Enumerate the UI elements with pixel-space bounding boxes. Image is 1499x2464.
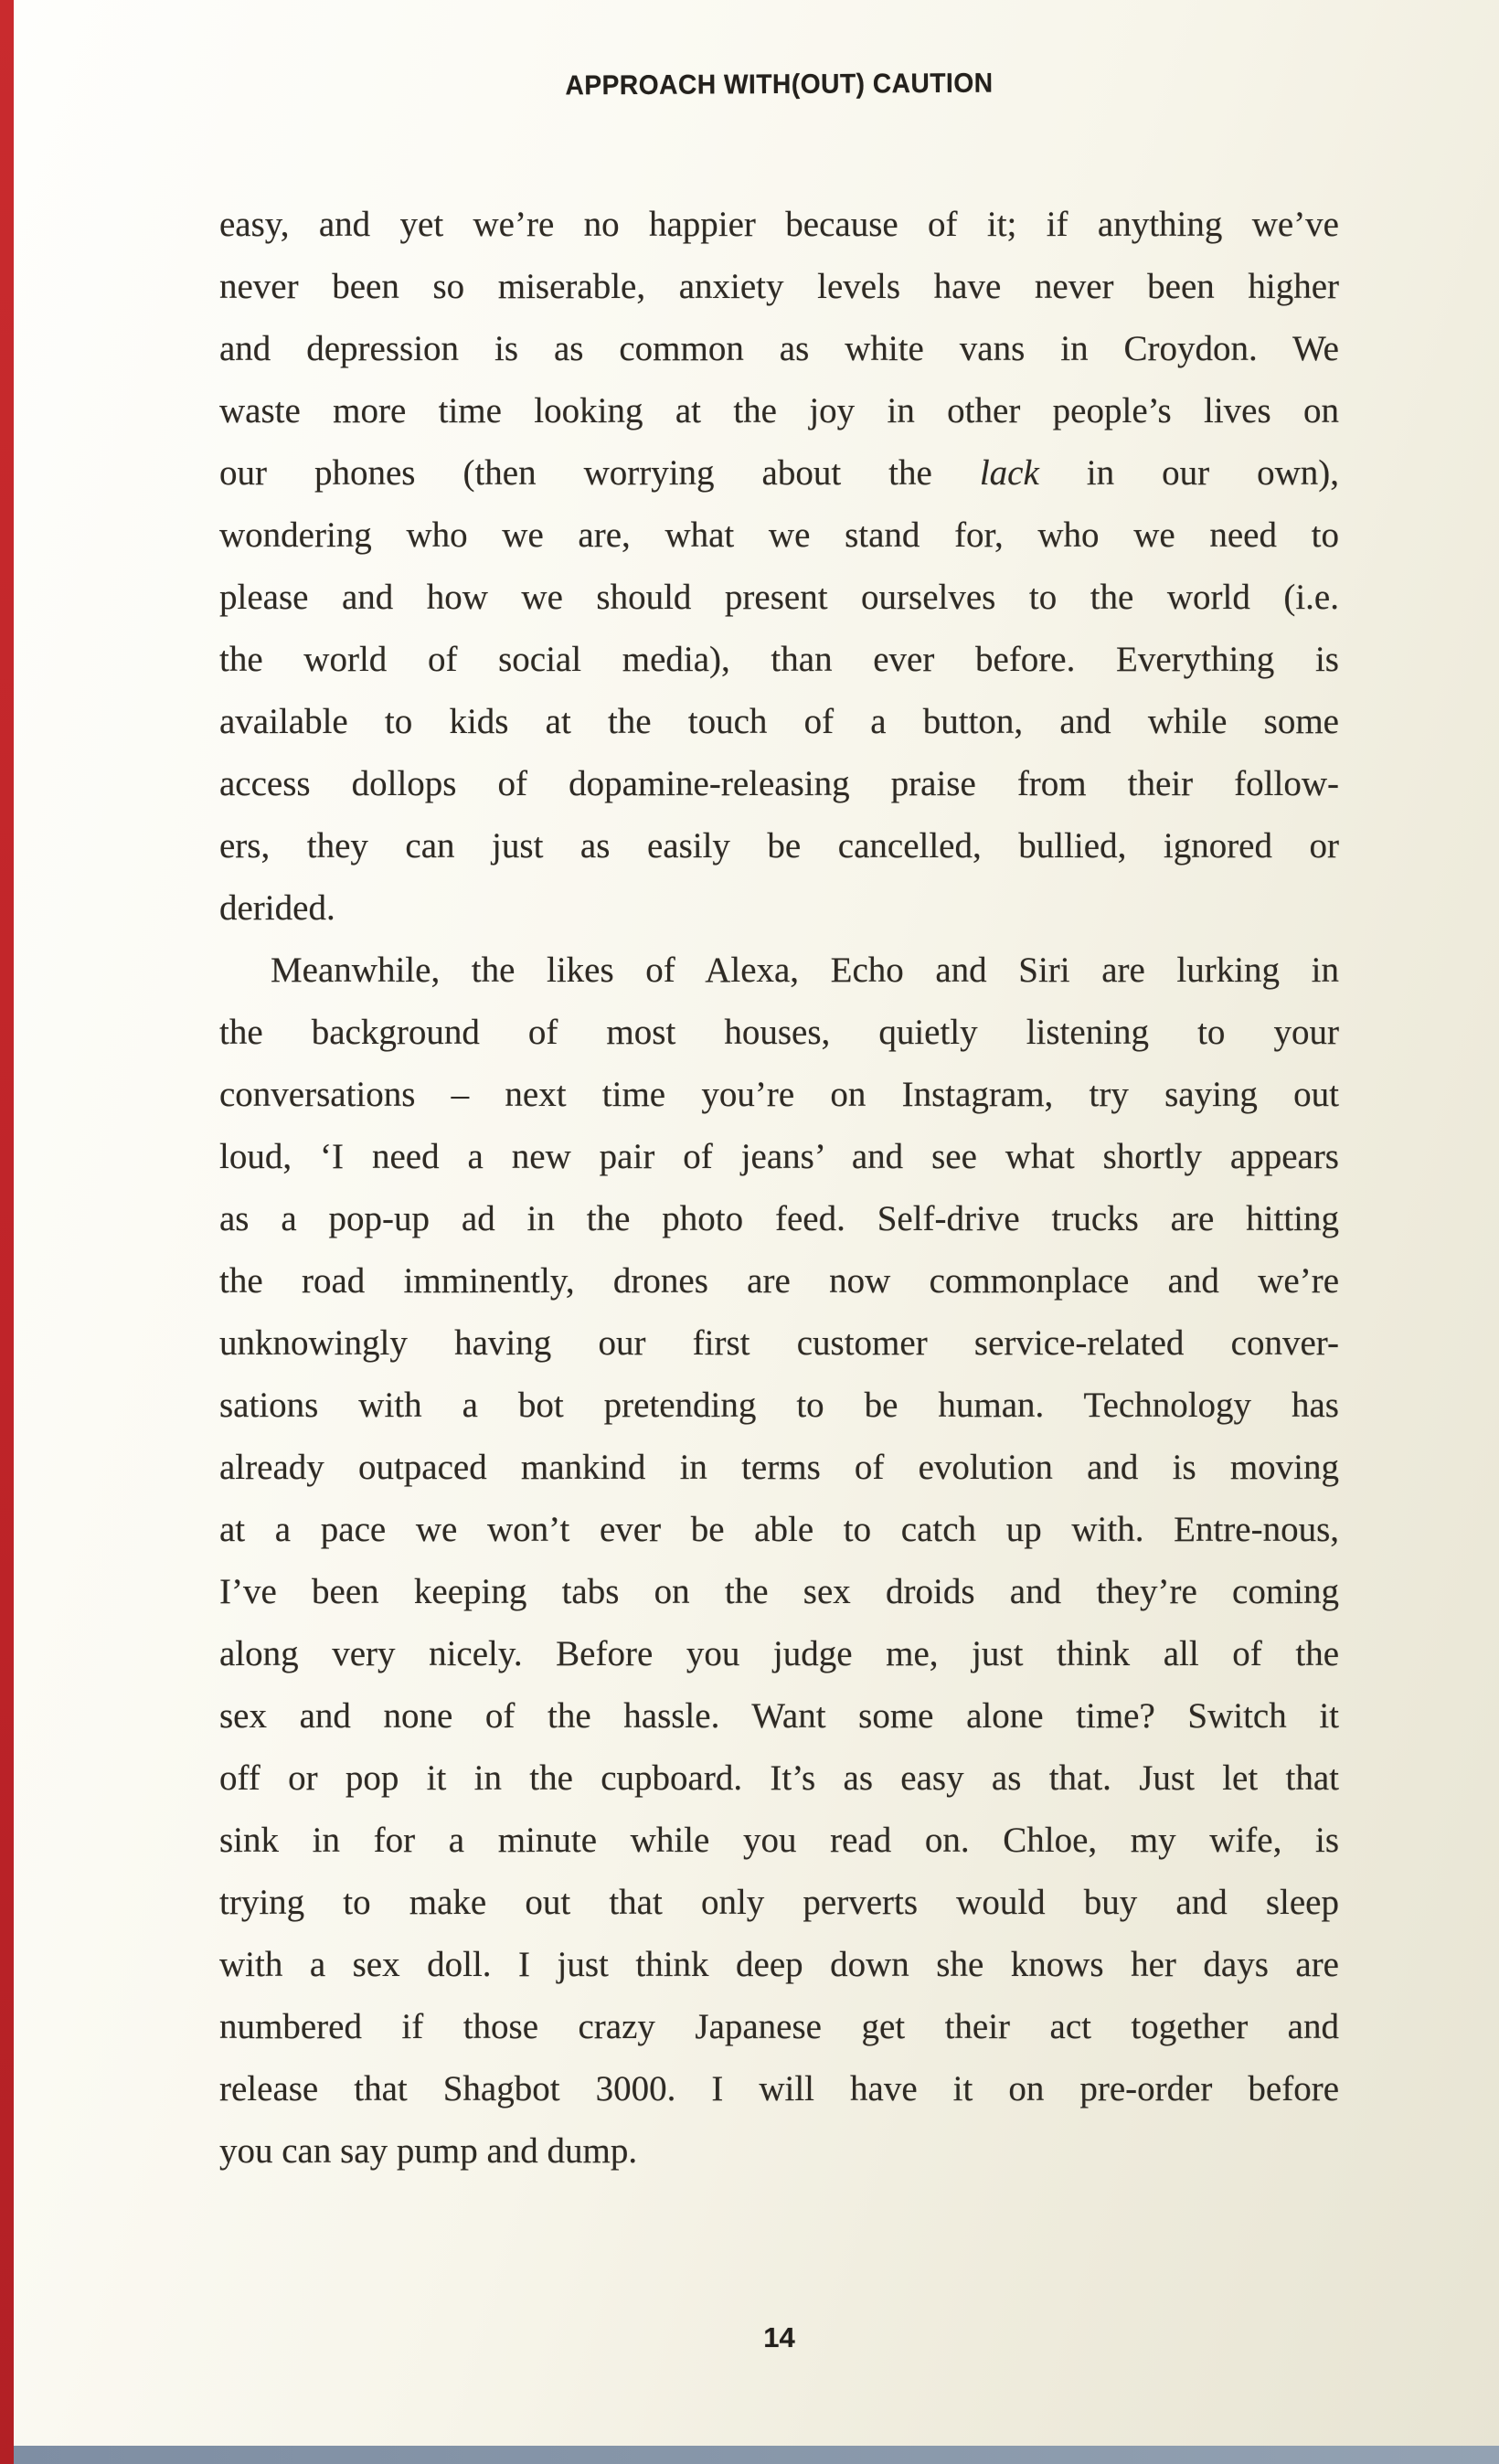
text-line: the road imminently, drones are now commonplace and we’re bbox=[219, 1261, 1339, 1301]
text-line: loud, ‘I need a new pair of jeans’ and see what shortly appears bbox=[219, 1137, 1339, 1176]
text-line: never been so miserable, anxiety levels have never been higher bbox=[219, 267, 1339, 306]
text-line: with a sex doll. I just think deep down she knows her days are bbox=[219, 1945, 1339, 1984]
text-line: release that Shagbot 3000. I will have it on pre-order before bbox=[219, 2069, 1339, 2108]
text-line: conversations – next time you’re on Instagram, try saying out bbox=[219, 1075, 1339, 1114]
text-line: trying to make out that only perverts would buy and sleep bbox=[219, 1883, 1339, 1922]
text-line: at a pace we won’t ever be able to catch up with. Entre-nous, bbox=[219, 1510, 1339, 1549]
text-line: I’ve been keeping tabs on the sex droids and they’re coming bbox=[219, 1572, 1339, 1611]
running-header: APPROACH WITH(OUT) CAUTION bbox=[565, 68, 994, 101]
page-body-text bbox=[219, 194, 1339, 2183]
page-number: 14 bbox=[763, 2321, 795, 2353]
text-line: the background of most houses, quietly listening to your bbox=[219, 1013, 1339, 1052]
text-line: as a pop-up ad in the photo feed. Self-drive trucks are hitting bbox=[219, 1199, 1339, 1238]
text-line: please and how we should present ourselves to the world (i.e. bbox=[219, 578, 1339, 617]
text-line: numbered if those crazy Japanese get their act together and bbox=[219, 2007, 1339, 2046]
text-line: easy, and yet we’re no happier because of it; if anything we’ve bbox=[219, 205, 1339, 244]
text-line: along very nicely. Before you judge me, just think all of the bbox=[219, 1634, 1339, 1673]
text-line: ers, they can just as easily be cancelled, bullied, ignored or bbox=[219, 826, 1339, 866]
text-line: Meanwhile, the likes of Alexa, Echo and Siri are lurking in bbox=[271, 951, 1339, 990]
text-line: sations with a bot pretending to be human. Technology has bbox=[219, 1386, 1339, 1425]
text-line: already outpaced mankind in terms of evolution and is moving bbox=[219, 1448, 1339, 1487]
italic-word: lack bbox=[979, 453, 1039, 493]
text-line: sink in for a minute while you read on. Chloe, my wife, is bbox=[219, 1821, 1339, 1860]
text-line: waste more time looking at the joy in other people’s lives on bbox=[219, 391, 1339, 430]
table-surface-edge bbox=[0, 2446, 1499, 2464]
text-line: the world of social media), than ever before. Everything is bbox=[219, 640, 1339, 679]
text-line: off or pop it in the cupboard. It’s as easy as that. Just let that bbox=[219, 1758, 1339, 1798]
book-spine-edge bbox=[0, 0, 14, 2464]
text-line: wondering who we are, what we stand for, who we need to bbox=[219, 515, 1339, 555]
text-line: access dollops of dopamine-releasing praise from their follow- bbox=[219, 764, 1339, 803]
text-line: you can say pump and dump. bbox=[219, 2131, 638, 2171]
text-line: our phones (then worrying about the lack in our own), bbox=[219, 453, 1339, 493]
text-line: sex and none of the hassle. Want some alone time? Switch it bbox=[219, 1696, 1339, 1736]
text-line: available to kids at the touch of a button, and while some bbox=[219, 702, 1339, 741]
text-line: unknowingly having our first customer service-related conver- bbox=[219, 1323, 1339, 1363]
text-line: and depression is as common as white vans in Croydon. We bbox=[219, 329, 1339, 368]
text-line: derided. bbox=[219, 888, 335, 928]
